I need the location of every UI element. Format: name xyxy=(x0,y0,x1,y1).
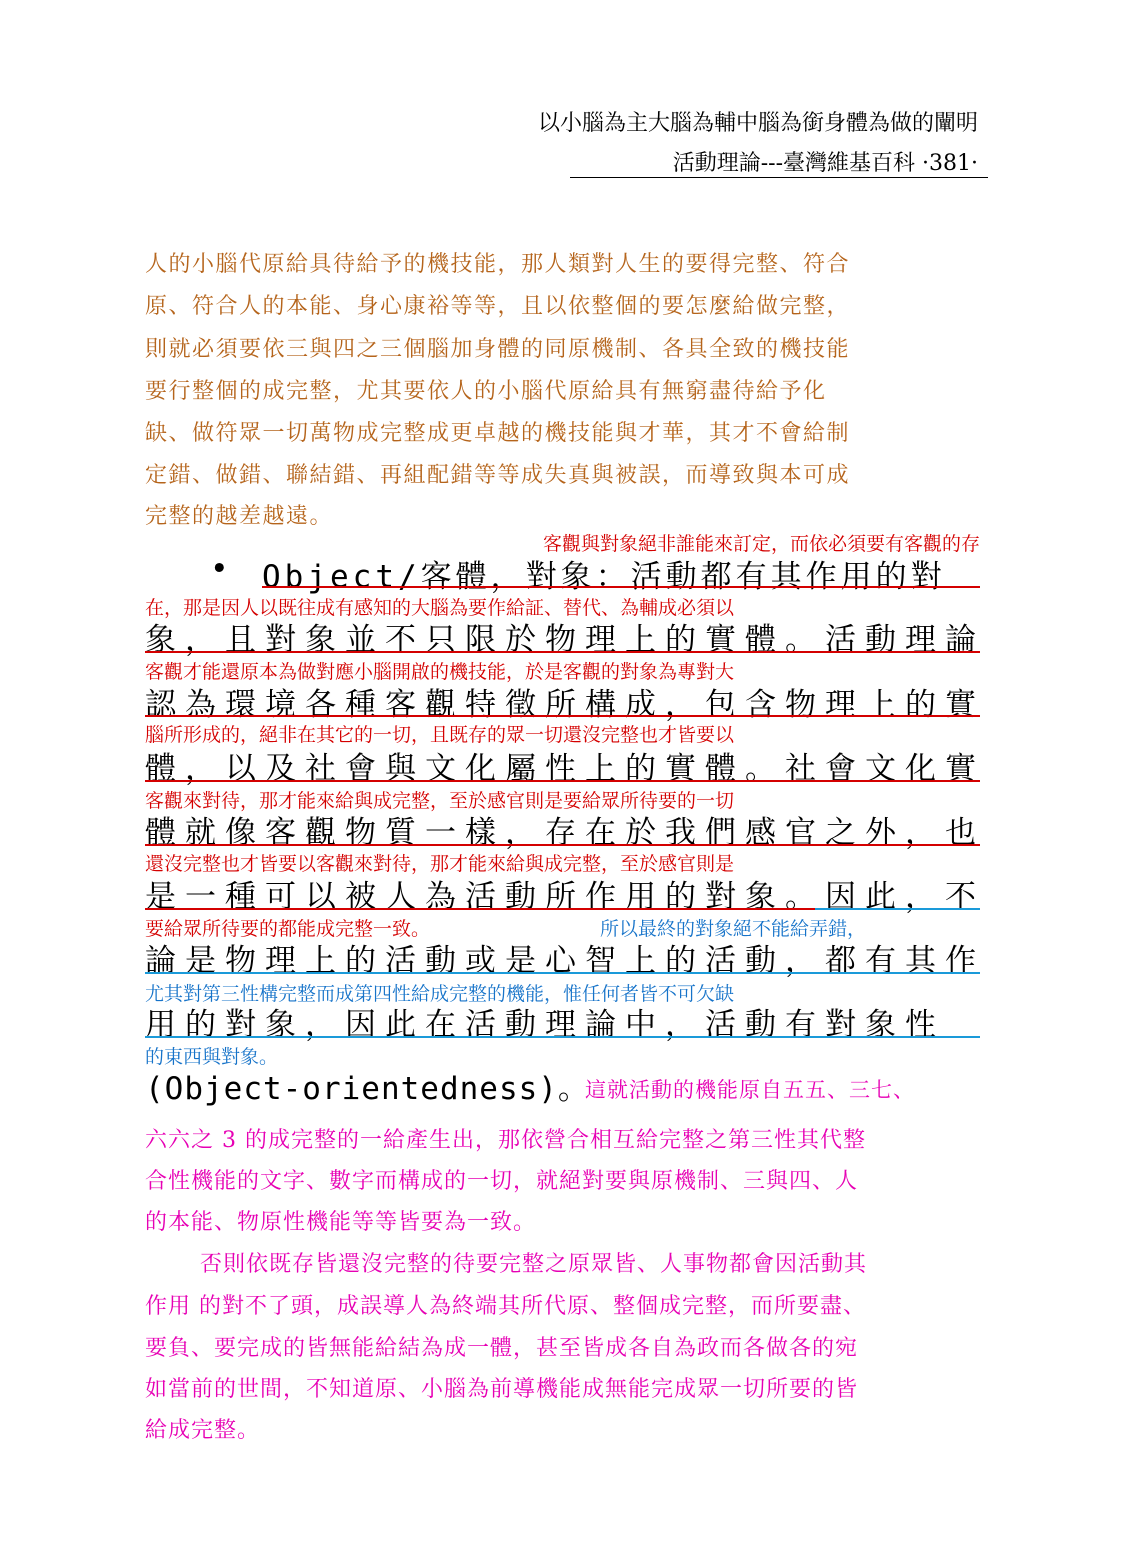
paragraph-line: 作用 的對不了頭，成誤導人為終端其所代原、整個成完整，而所要盡、 xyxy=(145,1294,866,1319)
bullet: • xyxy=(210,551,231,587)
wiki-line: Object/客體，對象：活動都有其作用的對 xyxy=(262,559,946,595)
paragraph-line: 合性機能的文字、數字而構成的一切，就絕對要與原機制、三與四、人 xyxy=(145,1169,859,1194)
paragraph-line: 原、符合人的本能、身心康裕等等，且以依整個的要怎麼給做完整， xyxy=(145,294,851,319)
wiki-line: (Object-orientedness)。 xyxy=(145,1071,590,1107)
page-header-subtitle: 活動理論---臺灣維基百科 ·381· xyxy=(672,151,978,176)
paragraph-line: 六六之 3 的成完整的一給產生出，那依營合相互給完整之第三性其代整 xyxy=(145,1128,866,1153)
underline xyxy=(145,1036,980,1038)
underline xyxy=(145,844,980,846)
wiki-line: 體就像客觀物質一樣，存在於我們感官之外，也 xyxy=(145,815,985,851)
paragraph-line: 完整的越差越遠。 xyxy=(145,504,334,529)
underline xyxy=(145,908,835,910)
paragraph-line: 給成完整。 xyxy=(145,1418,261,1443)
paragraph-line: 如當前的世間，不知道原、小腦為前導機能成無能完成眾一切所要的皆 xyxy=(145,1377,859,1402)
paragraph-line: 要行整個的成完整，尤其要依人的小腦代原給具有無窮盡待給予化 xyxy=(145,379,827,404)
header-rule xyxy=(570,177,988,178)
page-header-title: 以小腦為主大腦為輔中腦為銜身體為做的闡明 xyxy=(537,111,978,136)
paragraph-inline-text: 這就活動的機能原自五五、三七、 xyxy=(585,1078,915,1102)
underline xyxy=(815,908,980,910)
annotation-line: 所以最終的對象絕不能給弄錯， xyxy=(600,918,867,940)
paragraph-line: 人的小腦代原給具待給予的機技能，那人類對人生的要得完整、符合 xyxy=(145,252,851,277)
wiki-line: 是一種可以被人為活動所作用的對象。因此，不 xyxy=(145,879,985,915)
annotation-line: 在，那是因人以既往成有感知的大腦為要作給証、替代、為輔成必須以 xyxy=(145,597,735,619)
annotation-line: 還沒完整也才皆要以客觀來對待，那才能來給與成完整，至於感官則是 xyxy=(145,853,735,875)
underline xyxy=(145,715,980,717)
paragraph-line: 的本能、物原性機能等等皆要為一致。 xyxy=(145,1210,537,1235)
annotation-line: 腦所形成的，絕非在其它的一切，且既存的眾一切還沒完整也才皆要以 xyxy=(145,724,735,746)
underline xyxy=(145,651,980,653)
underline xyxy=(145,972,980,974)
wiki-line: 論是物理上的活動或是心智上的活動，都有其作 xyxy=(145,943,985,979)
paragraph-line: 定錯、做錯、聯結錯、再組配錯等等成失真與被誤，而導致與本可成 xyxy=(145,463,851,488)
annotation-line: 尤其對第三性構完整而成第四性給成完整的機能，惟任何者皆不可欠缺 xyxy=(145,983,735,1005)
underline xyxy=(145,780,980,782)
underline xyxy=(262,586,980,588)
annotation-line: 的東西與對象。 xyxy=(145,1046,279,1068)
wiki-line: 認為環境各種客觀特徵所構成，包含物理上的實 xyxy=(145,687,985,723)
wiki-line: 用的對象，因此在活動理論中，活動有對象性 xyxy=(145,1007,945,1043)
annotation-line: 客觀來對待，那才能來給與成完整，至於感官則是要給眾所待要的一切 xyxy=(145,790,735,812)
annotation-line: 客觀才能還原本為做對應小腦開啟的機技能，於是客觀的對象為專對大 xyxy=(145,661,735,683)
paragraph-line: 要負、要完成的皆無能給結為成一體，甚至皆成各自為政而各做各的宛 xyxy=(145,1336,859,1361)
annotation-line: 要給眾所待要的都能成完整一致。 xyxy=(145,918,431,940)
paragraph-line: 缺、做符眾一切萬物成完整成更卓越的機技能與才華，其才不會給制 xyxy=(145,421,851,446)
wiki-line: 體，以及社會與文化屬性上的實體。社會文化實 xyxy=(145,751,985,787)
wiki-line: 象，且對象並不只限於物理上的實體。活動理論 xyxy=(145,622,985,658)
annotation-line: 客觀與對象絕非誰能來訂定，而依必須要有客觀的存 xyxy=(542,533,980,555)
paragraph-line: 否則依既存皆還沒完整的待要完整之原眾皆、人事物都會因活動其 xyxy=(200,1252,868,1277)
paragraph-line: 則就必須要依三與四之三個腦加身體的同原機制、各具全致的機技能 xyxy=(145,337,851,362)
